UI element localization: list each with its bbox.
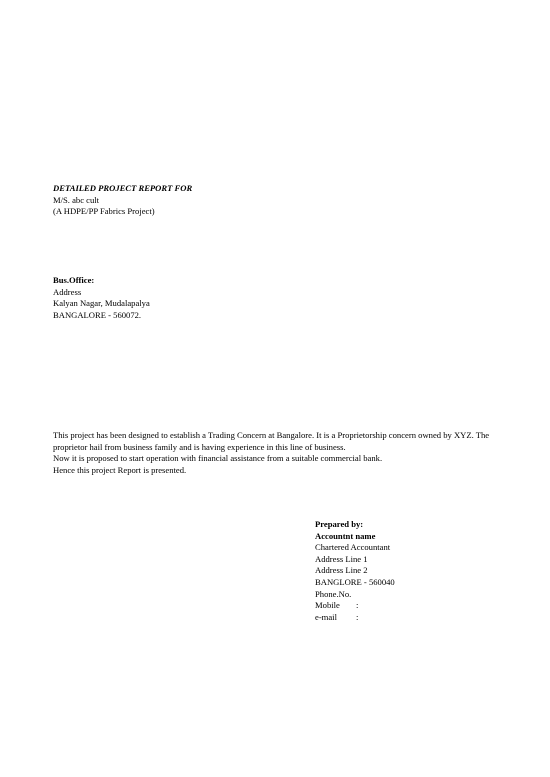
- prepared-heading: Prepared by:: [315, 519, 364, 529]
- preparer-line: BANGLORE - 560040: [315, 576, 395, 587]
- office-address-line: BANGALORE - 560072.: [53, 309, 142, 320]
- preparer-line: Address Line 2: [315, 565, 368, 576]
- mobile-value: :: [356, 600, 359, 611]
- mobile-row: [315, 600, 395, 612]
- preparer-line: Phone.No.: [315, 588, 352, 599]
- office-address-line: Kalyan Nagar, Mudalapalya: [53, 298, 150, 309]
- office-address-line: Address: [53, 286, 82, 297]
- project-name: (A HDPE/PP Fabrics Project): [53, 206, 155, 217]
- description-paragraph: Hence this project Report is presented.: [53, 464, 187, 475]
- email-row: [315, 612, 395, 624]
- preparer-line: Address Line 1: [315, 553, 368, 564]
- description-paragraph: Now it is proposed to start operation with financial assistance from a suitable commercial bank.: [53, 453, 383, 464]
- email-label: e-mail: [315, 611, 337, 622]
- accountant-name: Accountnt name: [315, 530, 376, 541]
- mobile-label: Mobile: [315, 600, 340, 611]
- email-value: :: [356, 611, 359, 622]
- office-heading: Bus.Office:: [53, 275, 95, 285]
- description-paragraph: This project has been designed to establish a Trading Concern at Bangalore. It is a Proprietorship concern owned by XYZ. The proprietor hail from business family and is having experience in this line of business.: [53, 430, 490, 452]
- prepared-by: [315, 519, 395, 623]
- business-office: [53, 275, 150, 321]
- report-header: [53, 183, 192, 218]
- project-description: [53, 430, 511, 476]
- report-title: DETAILED PROJECT REPORT FOR: [53, 183, 193, 193]
- preparer-line: Chartered Accountant: [315, 542, 391, 553]
- firm-name: M/S. abc cult: [53, 194, 100, 205]
